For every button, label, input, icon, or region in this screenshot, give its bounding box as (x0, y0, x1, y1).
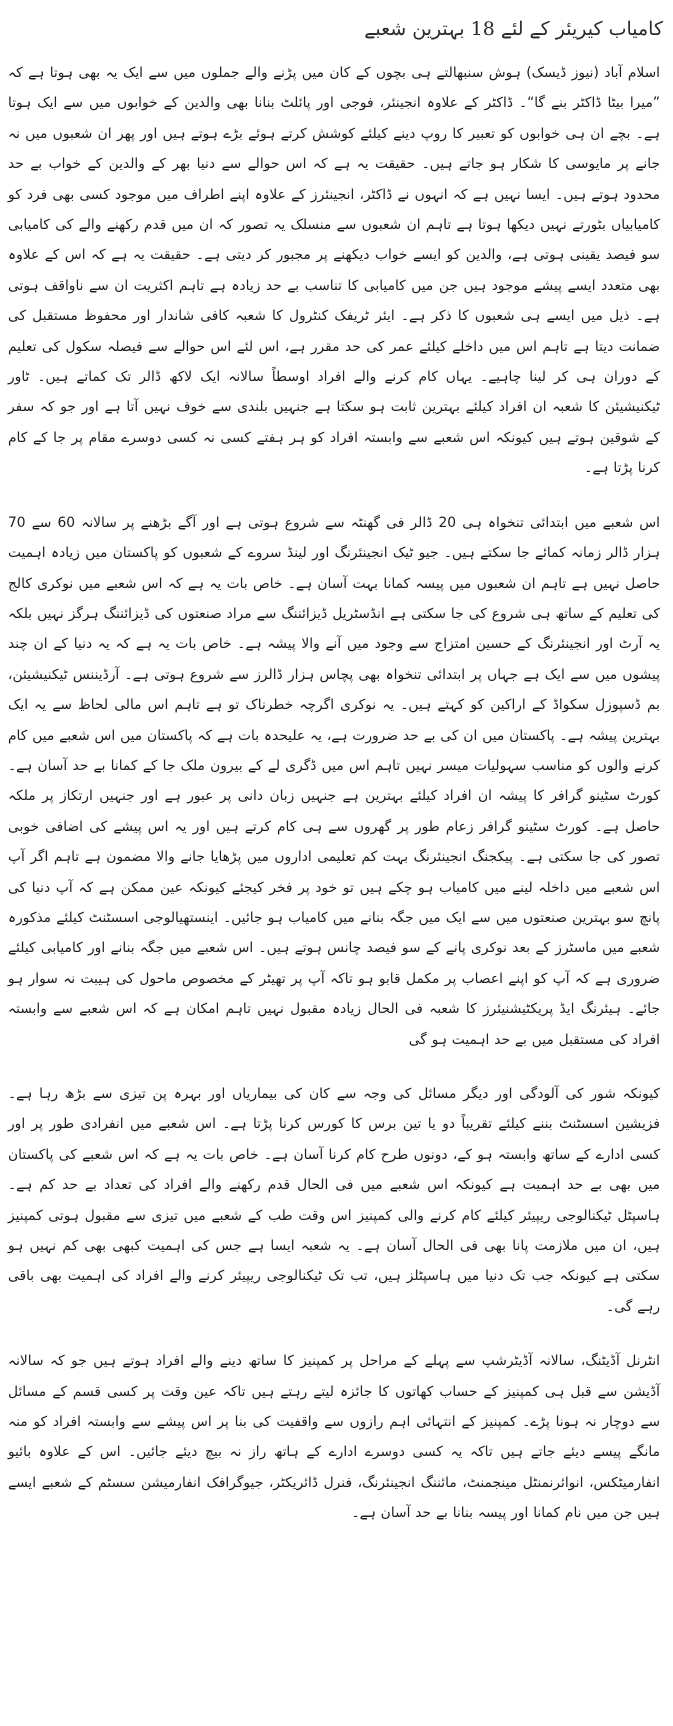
article-paragraph-2: اس شعبے میں ابتدائی تنخواہ ہی 20 ڈالر فی گھنٹہ سے شروع ہوتی ہے اور آگے بڑھنے پر سالانہ 60 سے 70 ہزار ڈالر زمانہ کمائے جا سکتے ہیں۔ جیو ٹیک انجینئرنگ اور لینڈ سروے کے شعبوں کو پاکستان میں زیادہ اہمیت حاصل نہیں ہے تاہم ان شعبوں میں پیسہ کمانا بہت آسان ہے۔ خاص بات یہ ہے کہ اس شعبے میں نوکری کالج کی تعلیم کے ساتھ ہی شروع کی جا سکتی ہے انڈسٹریل ڈیزائننگ سے مراد صنعتوں کی ڈیزائننگ ہرگز نہیں بلکہ یہ آرٹ اور انجینئرنگ کے حسین امتزاج سے وجود میں آنے والا پیشہ ہے۔ خاص بات یہ ہے کہ یہ دنیا کے ان چند پیشوں میں سے ایک ہے جہاں پر ابتدائی تنخواہ بھی پچاس ہزار ڈالرز سے شروع ہوتی ہے۔ آرڈیننس ٹیکنیشیئن، بم ڈسپوزل سکواڈ کے اراکین کو کہتے ہیں۔ یہ نوکری اگرچہ خطرناک تو ہے تاہم اس مالی لحاظ سے یہ ایک بہترین پیشہ ہے۔ پاکستان میں ان کی بے حد ضرورت ہے، یہ علیحدہ بات ہے کہ پاکستان میں اس شعبے میں کام کرنے والوں کو مناسب سہولیات میسر نہیں تاہم اس میں ڈگری لے کے بیرون ملک جا کے کمانا بے حد آسان ہے۔ کورٹ سٹینو گرافر کا پیشہ ان افراد کیلئے بہترین ہے جنہیں زبان دانی پر عبور ہے اور جنہیں ارتکاز پر ملکہ حاصل ہے۔ کورٹ سٹینو گرافر زعام طور پر گھروں سے ہی کام کرتے ہیں اور یہ اس پیشے کی اضافی خوبی تصور کی جا سکتی ہے۔ پیکجنگ انجینئرنگ بہت کم تعلیمی اداروں میں پڑھایا جانے والا مضمون ہے تاہم اگر آپ اس شعبے میں داخلہ لینے میں کامیاب ہو چکے ہیں تو خود پر فخر کیجئے کیونکہ عین ممکن ہے کہ آپ دنیا کی پانچ سو بہترین صنعتوں میں سے ایک میں جگہ بنانے میں کامیاب ہو جائیں۔ اینستھیالوجی اسسٹنٹ کیلئے مذکورہ شعبے میں ماسٹرز کے بعد نوکری پانے کے سو فیصد چانس ہوتے ہیں۔ اس شعبے میں جگہ بنانے اور کامیابی کیلئے ضروری ہے کہ آپ کو اپنے اعصاب پر مکمل قابو ہو تاکہ آپ پر تھیٹر کے مخصوص ماحول کی ہیبت نہ سوار ہو جائے۔ ہیئرنگ ایڈ پریکٹیشنیئرز کا شعبہ فی الحال زیادہ مقبول نہیں تاہم امکان ہے کہ اس شعبے سے وابستہ افراد کی مستقبل میں بے حد اہمیت ہو گی (8, 514, 660, 1048)
article-paragraph-3: کیونکہ شور کی آلودگی اور دیگر مسائل کی وجہ سے کان کی بیماریاں اور بہرہ پن تیزی سے بڑھ رہا ہے۔ فزیشین اسسٹنٹ بننے کیلئے تقریباً دو یا تین برس کا کورس کرنا پڑتا ہے۔ اس شعبے میں انفرادی طور پر اور کسی ادارے کے ساتھ وابستہ ہو کے، دونوں طرح کام کرنا آسان ہے۔ خاص بات یہ ہے کہ اس شعبے کی پاکستان میں بھی بے حد اہمیت ہے کیونکہ اس شعبے میں فی الحال قدم رکھنے والے افراد کی تعداد بے حد کم ہے۔ ہاسپٹل ٹیکنالوجی ریپیئر کیلئے کام کرنے والی کمپنیز اس وقت طب کے شعبے میں تیزی سے مقبول ہوتی کمپنیز ہیں، ان میں ملازمت پانا بھی فی الحال آسان ہے۔ یہ شعبہ ایسا ہے جس کی اہمیت کبھی بھی کم نہیں ہو سکتی ہے کیونکہ جب تک دنیا میں ہاسپٹلز ہیں، تب تک ٹیکنالوجی ریپیئر کرنے والے افراد کی اہمیت بھی باقی رہے گی۔ (8, 1086, 660, 1315)
article-paragraph-1: اسلام آباد (نیوز ڈیسک) ہوش سنبھالتے ہی بچوں کے کان میں پڑنے والے جملوں میں سے ایک یہ بھی ہوتا ہے کہ ”میرا بیٹا ڈاکٹر بنے گا“۔ ڈاکٹر کے علاوہ انجینئر، فوجی اور پائلٹ بنانا بھی والدین کے خوابوں میں سے ایک ہوتا ہے۔ بچے ان ہی خوابوں کو تعبیر کا روپ دینے کیلئے کوشش کرتے ہوئے بڑے ہوتے ہیں اور پھر ان شعبوں میں نہ جانے پر مایوسی کا شکار ہو جاتے ہیں۔ حقیقت یہ ہے کہ اس حوالے سے دنیا بھر کے والدین کے خواب بے حد محدود ہوتے ہیں۔ ایسا نہیں ہے کہ انہوں نے ڈاکٹر، انجینئرز کے علاوہ اپنے اطراف میں موجود کسی بھی فرد کو کامیابیاں بٹورتے نہیں دیکھا ہوتا ہے تاہم ان شعبوں سے منسلک یہ تصور کہ ان میں قدم رکھنے والے کی کامیابی سو فیصد یقینی ہوتی ہے، والدین کو ایسے خواب دیکھنے پر مجبور کر دیتی ہے۔ حقیقت یہ ہے کہ اس کے علاوہ بھی متعدد ایسے پیشے موجود ہیں جن میں کامیابی کا تناسب بے حد زیادہ ہے تاہم اکثریت ان سے ناواقف ہوتی ہے۔ ذیل میں ایسے ہی شعبوں کا ذکر ہے۔ ایئر ٹریفک کنٹرول کا شعبہ کافی شاندار اور محفوظ مستقبل کی ضمانت دیتا ہے تاہم اس میں داخلے کیلئے عمر کی حد مقرر ہے، اس لئے اس حوالے سے فیصلہ سکول کی تعلیم کے دوران ہی کر لینا چاہیے۔ یہاں کام کرنے والے افراد اوسطاً سالانہ ایک لاکھ ڈالر تک کماتے ہیں۔ ٹاور ٹیکنیشیئن کا شعبہ ان افراد کیلئے بہترین ثابت ہو سکتا ہے جنہیں بلندی سے خوف نہیں آتا ہے اور جو کہ سفر کے شوقین ہوتے ہیں کیونکہ اس شعبے سے وابستہ افراد کو ہر ہفتے کسی نہ کسی دوسرے مقام پر جا کے کام کرنا پڑتا ہے۔ (8, 65, 660, 477)
article-paragraph-4: انٹرنل آڈیٹنگ، سالانہ آڈیٹرشپ سے پہلے کے مراحل پر کمپنیز کا ساتھ دینے والے افراد ہوتے ہیں جو کہ سالانہ آڈیشن سے قبل ہی کمپنیز کے حساب کھاتوں کا جائزہ لیتے رہتے ہیں تاکہ عین وقت پر کسی قسم کے مسائل سے دوچار نہ ہونا پڑے۔ کمپنیز کے انتہائی اہم رازوں سے واقفیت کی بنا پر اس پیشے سے وابستہ افراد کو منہ مانگے پیسے دیئے جاتے ہیں تاکہ یہ کسی دوسرے ادارے کے ہاتھ راز نہ بیچ دیئے جائیں۔ اس کے علاوہ بائیو انفارمیٹکس، انوائرنمنٹل مینجمنٹ، مائننگ انجینئرنگ، فنرل ڈائریکٹر، جیوگرافک انفارمیشن سسٹم کے شعبے ایسے ہیں جن میں نام کمانا اور پیسہ بنانا بے حد آسان ہے۔ (8, 1353, 661, 1522)
article-body (8, 58, 660, 1529)
article-title: کامیاب کیریئر کے لئے 18 بہترین شعبے (364, 18, 663, 40)
